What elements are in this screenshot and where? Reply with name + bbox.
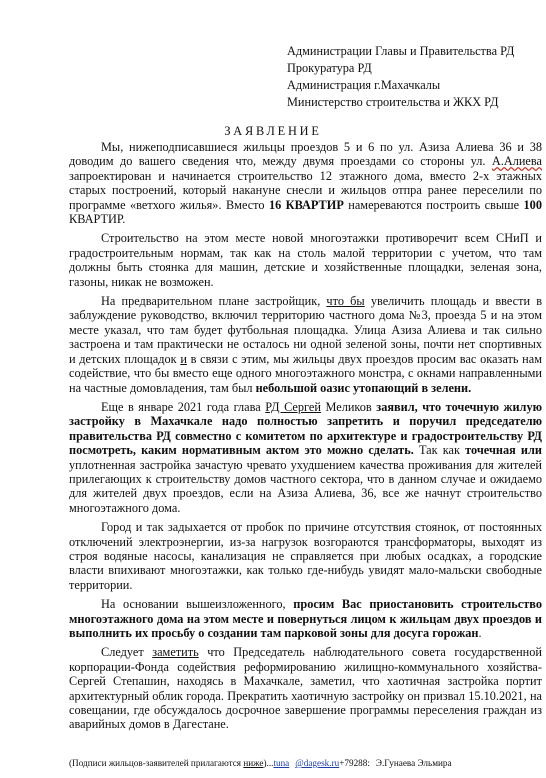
text-run: увеличить площадь и ввести в заблуждение руководство, включил территорию частного дома №3, проезда 5 и на этом месте указал, что там будет футбольная площадка. Улица Азиза Алиева и так сильно застроена и там практически не осталось ни одной зеленой зоны, почти нет спортивных и детских площадок — [69, 294, 543, 366]
spellcheck-underlined-text: А.Алиева — [491, 154, 542, 169]
bold-text: небольшой оазис утопающий в зелени. — [255, 380, 472, 395]
footer-note-end: )... — [263, 758, 274, 768]
paragraph-7 — [69, 645, 542, 731]
text-run: запроектирован и начинается строительство 12 этажного дома, вместо 2-х этажных старых построений, который накануне снесли и жильцов отпра ранее переселили по программе «ветхого жилья». Вместо — [69, 168, 542, 212]
addressee-line: Администрации Главы и Правительства РД — [287, 44, 515, 58]
addressee-line: Администрация г.Махачкалы — [287, 78, 441, 92]
paragraph-4 — [69, 400, 542, 515]
document-body — [69, 140, 542, 737]
email-link[interactable]: tuna — [273, 758, 290, 768]
bold-text: просим Вас приостановить строительство многоэтажного дома на этом месте и повернуться лицом к жильцам двух проездов и выполнить их просьбу о создании там парковой зоны для досуга горожан — [69, 597, 542, 640]
underlined-text: и — [180, 351, 187, 366]
addressee-block — [287, 43, 537, 111]
bold-text: точечная или — [465, 443, 542, 458]
text-run: Так как — [413, 443, 466, 458]
text-run: намереваются построить свыше — [343, 197, 524, 212]
addressee-line: Министерство строительства и ЖКХ РД — [287, 95, 499, 109]
phone-number: +79288: — [339, 758, 370, 768]
paragraph-1 — [69, 140, 542, 226]
document-title: ЗАЯВЛЕНИЕ — [224, 124, 322, 138]
text-run: Мы, нижеподписавшиеся жильцы проездов 5 и 6 по ул. Азиза Алиева 36 и 38 доводим до вашего сведения что, между двумя проездами со стороны ул. — [69, 140, 542, 169]
footer-note: (Подписи жильцов-заявителей прилагаются — [69, 758, 244, 768]
underlined-text: что бы — [326, 294, 365, 309]
text-run: Еще в январе 2021 года глава — [101, 399, 266, 414]
text-run: в связи с этим, мы жильцы двух проездов просим вас оказать нам содействие, что бы вместо еще одного многоэтажного монстра, с окнами направленными на частные домовладения, там был — [69, 351, 542, 395]
text-run: На основании вышеизложенного, — [101, 597, 294, 612]
text-run: что Председатель наблюдательного совета государственной корпорации-Фонда содействия реформированию жилищно-коммунального хозяйства- Сергей Степашин, находясь в Махачкале, заметил, что хаотичная застройка портит архитектурный облик города. Прекратить хаотичную застройку он призвал 15.10.2021, на совещании, где обсуждалось досрочное завершение программы переселения граждан из аварийных домов в Дагестане. — [69, 645, 542, 732]
underlined-text: заметить — [152, 645, 199, 660]
bold-text: заявил, что точечную жилую застройку в Махачкале надо полностью запретить и поручил председателю правительства РД совместно с комитетом по архитектуре и градостроительству РД посмотреть, каким нормативным актом это можно сделать. — [69, 399, 543, 458]
text-run: уплотненная застройка зачастую чревато ухудшением качества проживания для жителей прилегающих к строительству домов частного сектора, что в данном случае и ожидаемо для жителей двух проездов, если на Азиза Алиева, 36, все же начнут строительство многоэтажного дома. — [69, 457, 542, 515]
signature-footer — [69, 758, 545, 769]
paragraph-6 — [69, 597, 542, 640]
bold-text: 16 КВАРТИР — [268, 197, 344, 212]
paragraph-2: Строительство на этом месте новой многоэтажки противоречит всем СНиП и градостроительным нормам, так как на столь малой территории с учетом, что там должны быть стоянка для машин, детские и хозяйственные площадки, зеленая зона, газоны, никак не возможен. — [69, 231, 542, 289]
text-run: Следует — [101, 645, 153, 660]
addressee-line: Прокуратура РД — [287, 61, 372, 75]
paragraph-5: Город и так задыхается от пробок по причине отсутствия стоянок, от постоянных отключений электроэнергии, из-за нагрузок возгораются трансформаторы, выходят из строя водяные насосы, канализация не справляется при любых осадках, а городские власти впихивают многоэтажки, как только где-нибудь увидят мало-мальски свободные территории. — [69, 520, 542, 592]
paragraph-3 — [69, 294, 542, 395]
signer-name: Э.Гунаева Эльмира — [375, 758, 452, 768]
underlined-text: РД Сергей — [265, 399, 321, 414]
text-run: . — [478, 626, 482, 640]
email-domain-link[interactable]: @dagesk.ru — [295, 758, 340, 768]
bold-text: 100 — [523, 197, 542, 212]
footer-note-underlined: ниже — [243, 758, 264, 768]
text-run: КВАРТИР. — [69, 212, 126, 227]
text-run: Меликов — [320, 399, 377, 414]
text-run: На предварительном плане застройщик, — [101, 294, 327, 309]
